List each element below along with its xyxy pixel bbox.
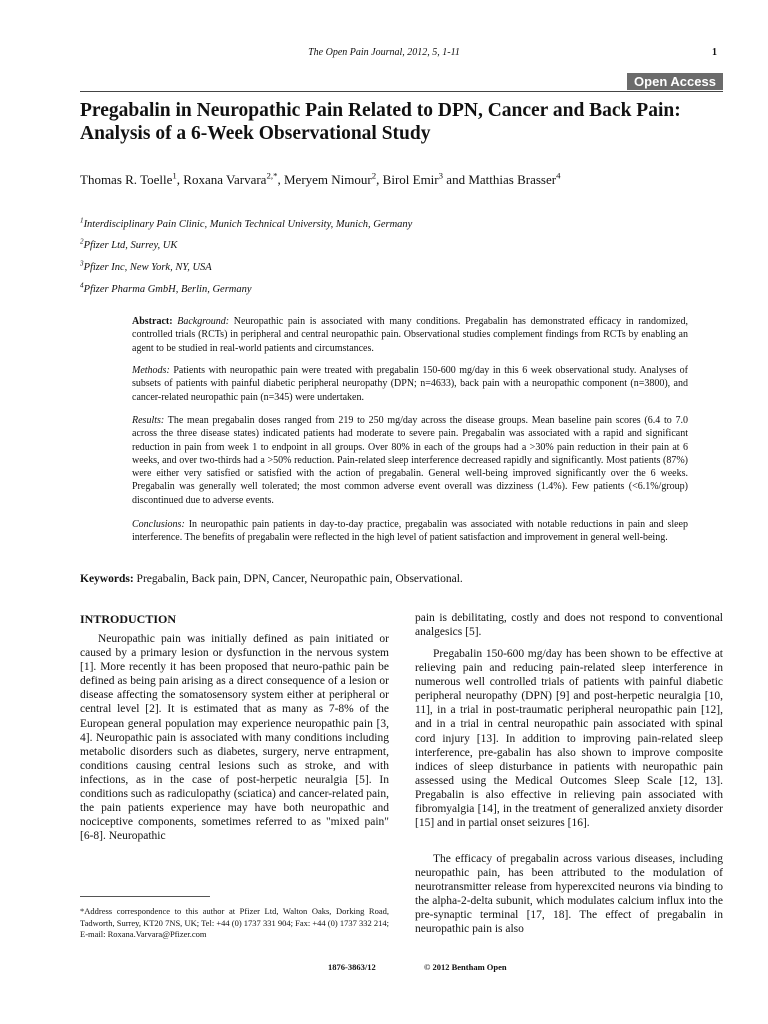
- abstract-conclusions: Conclusions: In neuropathic pain patients in day-to-day practice, pregabalin was associated with notable reductions in pain and sleep interference. The benefits of pregabalin were reflected in the high level of patient satisfaction and improvement in general well-being.: [132, 519, 688, 544]
- abstract-methods: Methods: Patients with neuropathic pain were treated with pregabalin 150-600 mg/day in this 6 week observational study. Analyses of subsets of patients with painful diabetic peripheral neuropathy (DPN; n=4633), back pain with a neuropathic component (n=3800), and cancer-related neuropathic pain (n=345) were undertaken.: [132, 365, 688, 403]
- abstract-results: Results: The mean pregabalin doses ranged from 219 to 250 mg/day across the disease groups. Mean baseline pain scores (6.4 to 7.0 across the three disease states) indicated patients had moderate to severe pain. Pregabalin was associated with a rapid and significant reduction in pain from week 1 to endpoint in all groups. Over 80% in each of the groups had a >30% pain reduction in their pain at 6 weeks, and over two-thirds had a >50% reduction. Pain-related sleep interference decreased rapidly and significantly. Most patients (87%) were either very satisfied or satisfied with the action of pregabalin. General well-being improved significantly over the 6 weeks. Pregabalin was generally well tolerated; the most common adverse event overall was dizziness (1.4%). Few patients (<6.1%/group) discontinued due to adverse events.: [132, 415, 688, 506]
- author-last-joiner: and: [443, 172, 469, 187]
- author: Meryem Nimour$^2$: [284, 170, 377, 187]
- author-separator: ,: [176, 172, 184, 187]
- affiliation: $^2$Pfizer Ltd, Surrey, UK: [80, 237, 178, 251]
- body-paragraph: pain is debilitating, costly and does not respond to conventional analgesics [5].: [415, 612, 723, 639]
- correspondence-footnote: *Address correspondence to this author at Pfizer Ltd, Walton Oaks, Dorking Road, Tadworth, Surrey, KT20 7NS, UK; Tel: +44 (0) 1737 331 904; Fax: +44 (0) 1737 332 214; E-mail: Roxana.Varvara@Pfizer.com: [80, 906, 389, 939]
- author: Matthias Brasser$^4$: [468, 170, 561, 187]
- issn: 1876-3863/12: [328, 962, 376, 972]
- header-rule: [80, 91, 723, 92]
- author: Thomas R. Toelle$^1$: [80, 170, 177, 187]
- affiliation: $^3$Pfizer Inc, New York, NY, USA: [80, 259, 212, 273]
- journal-citation: The Open Pain Journal, 2012, 5, 1-11: [308, 47, 460, 58]
- abstract-background: Abstract: Background: Neuropathic pain is associated with many conditions. Pregabalin has demonstrated efficacy in randomized, controlled trials (RCTs) in peripheral and central neuropathic pain. Observational studies complement findings from RCTs by enabling an agent to be studied in real-world patients and circumstances.: [132, 316, 688, 354]
- body-paragraph: Neuropathic pain was initially defined as pain initiated or caused by a primary lesion or dysfunction in the nervous system [1]. More recently it has been proposed that neuro-pathic pain be defined as being pain arising as a direct consequence of a lesion or disease affecting the somatosensory system either at peripheral or central level [2]. It is estimated that as many as 7-8% of the European general population may experience neuropathic pain [3, 4]. Neuropathic pain is associated with many conditions including metabolic disorders such as diabetes, surgery, nerve entrapment, conditions causing central lesions such as stroke, and with infections, as in the case of post-herpetic neuralgia [5]. In conditions such as radiculopathy (sciatica) and cancer-related pain, the pain patients experience may have both neuropathic and nociceptive components, sometimes referred to as "mixed pain" [6-8]. Neuropathic: [80, 633, 389, 843]
- article-title: Pregabalin in Neuropathic Pain Related to DPN, Cancer and Back Pain: Analysis of a 6-Week Observational Study: [80, 100, 681, 144]
- section-heading-introduction: INTRODUCTION: [80, 612, 177, 626]
- keywords: Keywords: Pregabalin, Back pain, DPN, Cancer, Neuropathic pain, Observational.: [80, 573, 463, 585]
- affiliation: $^4$Pfizer Pharma GmbH, Berlin, Germany: [80, 281, 252, 295]
- running-header: [0, 47, 768, 58]
- author-separator: ,: [277, 172, 284, 187]
- author: Roxana Varvara$^{2,*}$: [183, 170, 278, 187]
- copyright-icon: ©: [424, 962, 433, 972]
- affiliation: $^1$Interdisciplinary Pain Clinic, Munich Technical University, Munich, Germany: [80, 216, 413, 230]
- body-paragraph: The efficacy of pregabalin across various diseases, including neuropathic pain, has been attributed to the modulation of neurotransmitter release from hyperexcited neurons via binding to the alpha-2-delta subunit, which modulates calcium influx into the pre-synaptic terminal [17, 18]. The effect of pregabalin in neuropathic pain is also: [415, 853, 723, 936]
- open-access-badge: Open Access: [627, 73, 723, 90]
- author-list: [80, 172, 560, 188]
- publisher-footer: © 2012 Bentham Open: [424, 962, 507, 972]
- author: Birol Emir$^3$: [382, 170, 444, 187]
- page-number: 1: [712, 47, 717, 58]
- author-separator: ,: [376, 172, 383, 187]
- footnote-rule: [80, 896, 210, 897]
- body-paragraph: Pregabalin 150-600 mg/day has been shown to be effective at relieving pain and reducing pain-related sleep interference in numerous well controlled trials of patients with painful diabetic peripheral neuropathy (DPN) [9] and post-herpetic neuralgia [10, 11], in a trial in post-traumatic peripheral neuropathic pain [12], and in a trial in central neuropathic pain associated with spinal cord injury [13]. In addition to improving pain-related sleep interference, pre-gabalin has also shown to improve composite indices of sleep disturbance in patients with neuropathic pain assessed using the Medical Outcomes Sleep Scale [12, 13]. Pregabalin is also effective in relieving pain associated with fibromyalgia [14], in the treatment of generalized anxiety disorder [15] and in partial onset seizures [16].: [415, 648, 723, 830]
